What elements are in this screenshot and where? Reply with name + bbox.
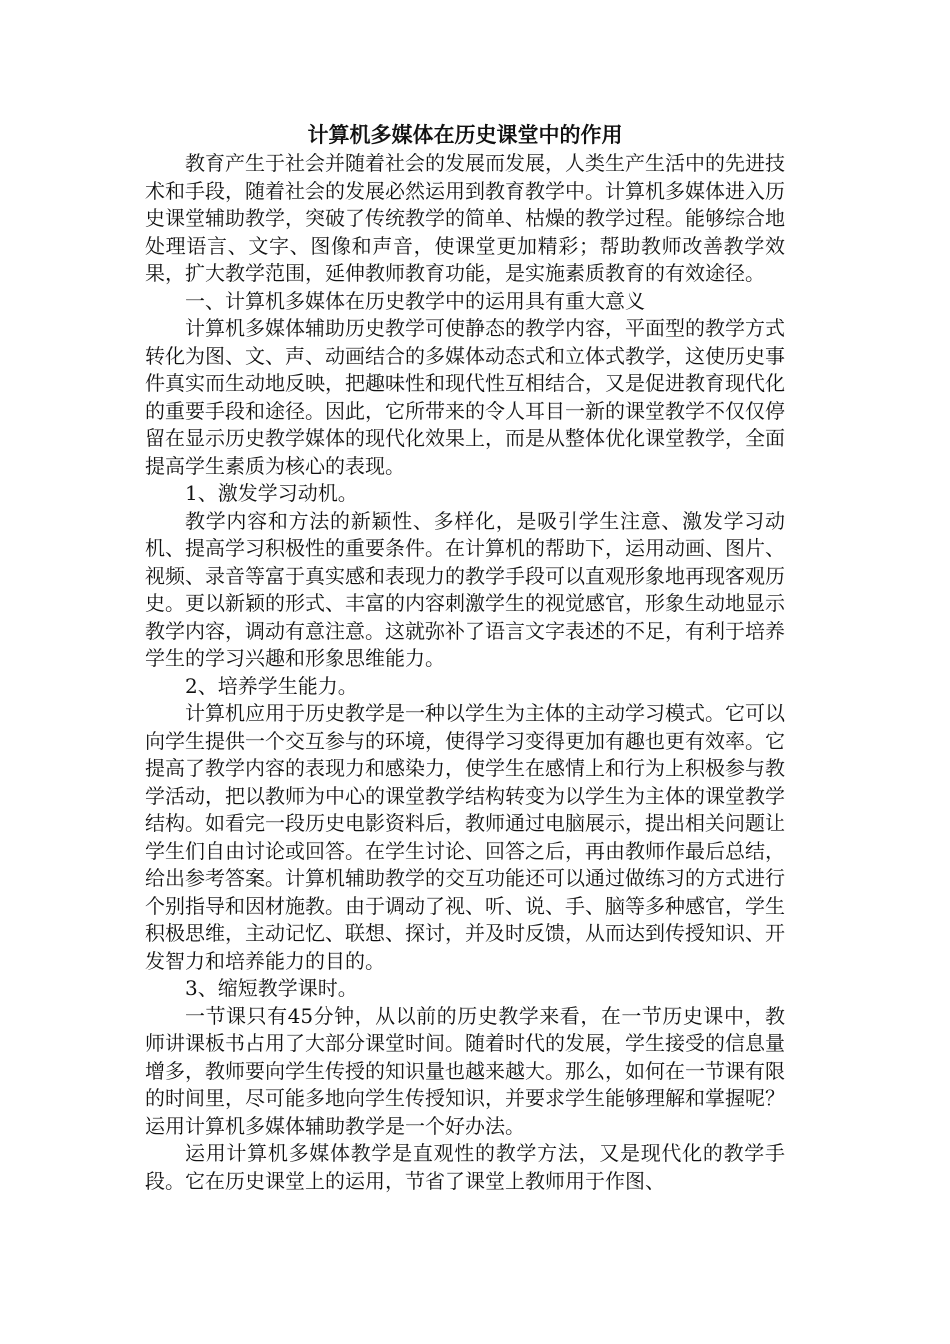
paragraph-class-time: 一节课只有45分钟，从以前的历史教学来看，在一节历史课中，教师讲课板书占用了大部分课堂时间。随着时代的发展，学生接受的信息量增多，教师要向学生传授的知识量也越来越大。那么，如何在一节课有限的时间里，尽可能多地向学生传授知识，并要求学生能够理解和掌握呢？运用计算机多媒体辅助教学是一个好办法。	[145, 1003, 785, 1138]
document-page	[145, 120, 785, 1195]
paragraph-ability: 计算机应用于历史教学是一种以学生为主体的主动学习模式。它可以向学生提供一个交互参与的环境，使得学习变得更加有趣也更有效率。它提高了教学内容的表现力和感染力，使学生在感情上和行为上积极参与教学活动，把以教师为中心的课堂教学结构转变为以学生为主体的课堂教学结构。如看完一段历史电影资料后，教师通过电脑展示，提出相关问题让学生们自由讨论或回答。在学生讨论、回答之后，再由教师作最后总结，给出参考答案。计算机辅助教学的交互功能还可以通过做练习的方式进行个别指导和因材施教。由于调动了视、听、说、手、脑等多种感官，学生积极思维，主动记忆、联想、探讨，并及时反馈，从而达到传授知识、开发智力和培养能力的目的。	[145, 701, 785, 973]
paragraph-intro: 教育产生于社会并随着社会的发展而发展，人类生产生活中的先进技术和手段，随着社会的发展必然运用到教育教学中。计算机多媒体进入历史课堂辅助教学，突破了传统教学的简单、枯燥的教学过程。能够综合地处理语言、文字、图像和声音，使课堂更加精彩；帮助教师改善教学效果，扩大教学范围，延伸教师教育功能，是实施素质教育的有效途径。	[145, 151, 785, 285]
document-title: 计算机多媒体在历史课堂中的作用	[307, 122, 623, 147]
subheading-1: 1、激发学习动机。	[185, 481, 358, 505]
section-heading-1: 一、计算机多媒体在历史教学中的运用具有重大意义	[185, 288, 645, 313]
paragraph-section-1: 计算机多媒体辅助历史教学可使静态的教学内容，平面型的教学方式转化为图、文、声、动画结合的多媒体动态式和立体式教学，这使历史事件真实而生动地反映，把趣味性和现代性互相结合，又是促进教育现代化的重要手段和途径。因此，它所带来的令人耳目一新的课堂教学不仅仅停留在显示历史教学媒体的现代化效果上，而是从整体优化课堂教学，全面提高学生素质为核心的表现。	[145, 316, 785, 478]
subheading-2: 2、培养学生能力。	[185, 673, 358, 698]
paragraph-motivation: 教学内容和方法的新颖性、多样化，是吸引学生注意、激发学习动机、提高学习积极性的重要条件。在计算机的帮助下，运用动画、图片、视频、录音等富于真实感和表现力的教学手段可以直观形象地再现客观历史。更以新颖的形式、丰富的内容刺激学生的视觉感官，形象生动地显示教学内容，调动有意注意。这就弥补了语言文字表述的不足，有利于培养学生的学习兴趣和形象思维能力。	[145, 508, 785, 670]
paragraph-intuitive: 运用计算机多媒体教学是直观性的教学方法，又是现代化的教学手段。它在历史课堂上的运用，节省了课堂上教师用于作图、	[145, 1141, 785, 1193]
subheading-3: 3、缩短教学课时。	[185, 976, 358, 1000]
